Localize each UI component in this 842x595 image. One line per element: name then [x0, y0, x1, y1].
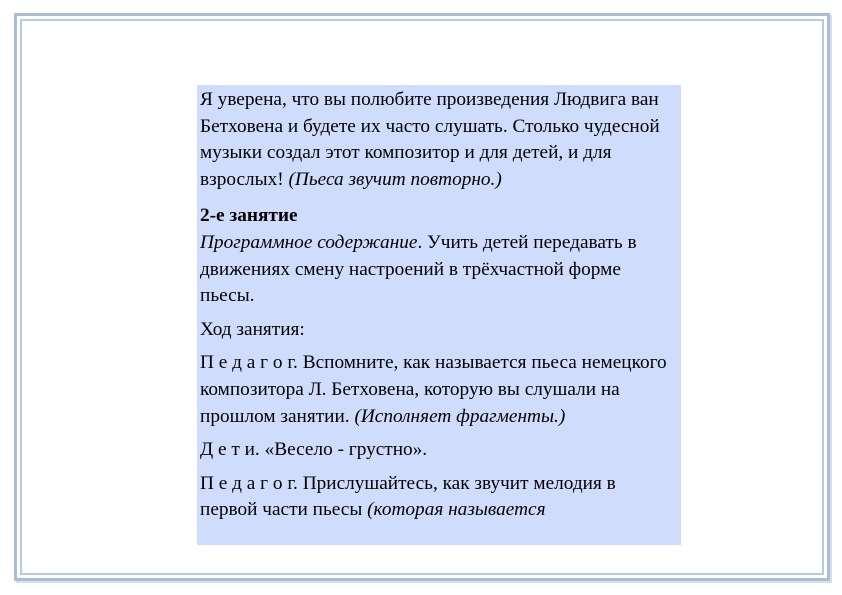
speaker-teacher: П е д а г о г. — [200, 352, 298, 374]
intro-remark: (Пьеса звучит повторно.) — [288, 168, 502, 190]
dialogue-text: «Весело - грустно». — [264, 439, 428, 461]
dialogue-text: Вспомните, как называется пьеса немецкого композитора Л. Бетховена, которую вы слушали на прошлом занятии. — [200, 352, 667, 427]
dialogue-remark: (Исполняет фрагменты.) — [354, 405, 566, 427]
intro-text: Я уверена, что вы полюбите произведения Людвига ван Бетховена и будете их часто слушать. Столько чудесной музыки создал этот композитор и для детей, и для взрослых! — [200, 89, 660, 190]
program-text: . Учить детей передавать в движениях смену настроений в трёхчастной форме пьесы. — [200, 231, 637, 307]
program-label: Программное содержание — [200, 231, 418, 253]
intro-paragraph — [200, 87, 677, 193]
dialogue-line-3 — [200, 471, 677, 524]
dialogue-remark: (которая называется — [367, 499, 546, 521]
text-box — [197, 85, 681, 545]
speaker-children: Д е т и. — [200, 439, 260, 461]
course-label: Ход занятия: — [200, 318, 305, 340]
speaker-teacher: П е д а г о г. — [200, 472, 298, 494]
dialogue-text: Прислушайтесь, как звучит мелодия в первой части пьесы — [200, 472, 616, 521]
dialogue-line-1 — [200, 350, 677, 430]
lesson-heading-text: 2-е занятие — [200, 205, 298, 227]
program-paragraph — [200, 230, 677, 310]
lesson-heading — [200, 203, 677, 230]
dialogue-line-2 — [200, 437, 677, 464]
